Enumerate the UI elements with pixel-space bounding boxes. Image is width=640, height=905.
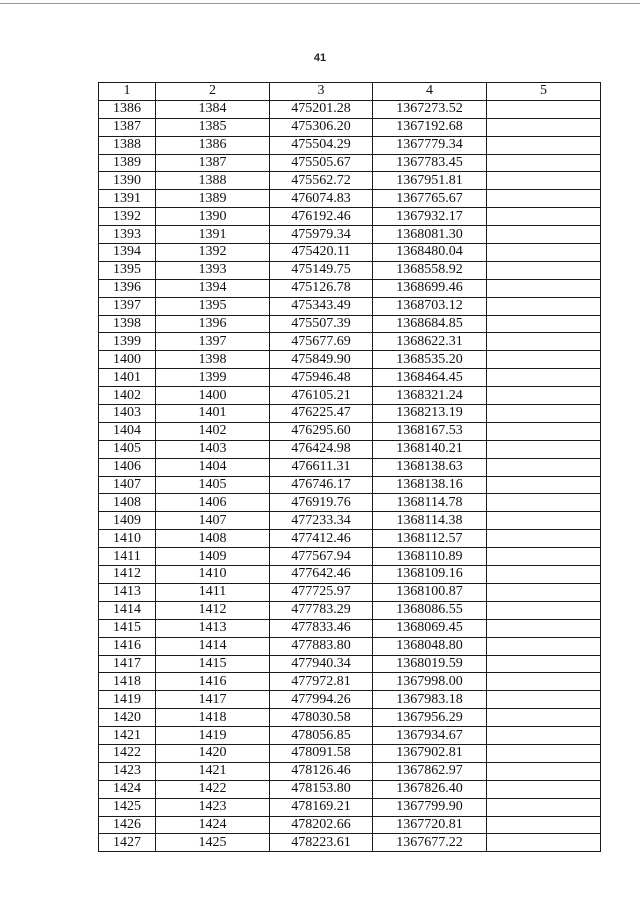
table-row [99, 583, 601, 601]
table-row [99, 244, 601, 262]
table-row [99, 458, 601, 476]
cell-note [487, 118, 601, 136]
table-row [99, 261, 601, 279]
cell-point-number: 1406 [99, 458, 156, 476]
cell-x-coordinate: 476611.31 [270, 458, 373, 476]
table-row [99, 727, 601, 745]
cell-x-coordinate: 478169.21 [270, 798, 373, 816]
cell-note [487, 405, 601, 423]
cell-prev-number: 1397 [156, 333, 270, 351]
cell-y-coordinate: 1368167.53 [373, 422, 487, 440]
cell-note [487, 583, 601, 601]
cell-point-number: 1422 [99, 744, 156, 762]
cell-y-coordinate: 1367826.40 [373, 780, 487, 798]
cell-point-number: 1423 [99, 762, 156, 780]
cell-y-coordinate: 1368086.55 [373, 601, 487, 619]
cell-x-coordinate: 476746.17 [270, 476, 373, 494]
cell-prev-number: 1390 [156, 208, 270, 226]
table-row [99, 387, 601, 405]
cell-x-coordinate: 478153.80 [270, 780, 373, 798]
cell-y-coordinate: 1368138.16 [373, 476, 487, 494]
cell-y-coordinate: 1367934.67 [373, 727, 487, 745]
cell-prev-number: 1399 [156, 369, 270, 387]
cell-y-coordinate: 1367956.29 [373, 709, 487, 727]
cell-point-number: 1388 [99, 136, 156, 154]
table-row [99, 530, 601, 548]
table-row [99, 762, 601, 780]
cell-prev-number: 1410 [156, 566, 270, 584]
table-row [99, 709, 601, 727]
cell-prev-number: 1413 [156, 619, 270, 637]
table-row [99, 422, 601, 440]
cell-prev-number: 1386 [156, 136, 270, 154]
cell-prev-number: 1415 [156, 655, 270, 673]
cell-x-coordinate: 477725.97 [270, 583, 373, 601]
cell-y-coordinate: 1367677.22 [373, 834, 487, 852]
table-row [99, 601, 601, 619]
table-row [99, 834, 601, 852]
cell-y-coordinate: 1368684.85 [373, 315, 487, 333]
cell-point-number: 1419 [99, 691, 156, 709]
cell-point-number: 1389 [99, 154, 156, 172]
cell-prev-number: 1385 [156, 118, 270, 136]
cell-x-coordinate: 475505.67 [270, 154, 373, 172]
cell-y-coordinate: 1367765.67 [373, 190, 487, 208]
cell-point-number: 1425 [99, 798, 156, 816]
cell-note [487, 458, 601, 476]
cell-x-coordinate: 477233.34 [270, 512, 373, 530]
cell-x-coordinate: 478126.46 [270, 762, 373, 780]
cell-note [487, 333, 601, 351]
table-row [99, 297, 601, 315]
cell-note [487, 297, 601, 315]
cell-y-coordinate: 1368069.45 [373, 619, 487, 637]
table-row [99, 512, 601, 530]
cell-note [487, 476, 601, 494]
cell-note [487, 655, 601, 673]
cell-y-coordinate: 1368140.21 [373, 440, 487, 458]
cell-prev-number: 1400 [156, 387, 270, 405]
cell-point-number: 1408 [99, 494, 156, 512]
cell-point-number: 1426 [99, 816, 156, 834]
cell-y-coordinate: 1367783.45 [373, 154, 487, 172]
cell-y-coordinate: 1367192.68 [373, 118, 487, 136]
cell-point-number: 1418 [99, 673, 156, 691]
cell-note [487, 816, 601, 834]
cell-prev-number: 1401 [156, 405, 270, 423]
cell-x-coordinate: 477883.80 [270, 637, 373, 655]
cell-note [487, 244, 601, 262]
cell-note [487, 727, 601, 745]
cell-note [487, 369, 601, 387]
cell-point-number: 1386 [99, 100, 156, 118]
cell-point-number: 1394 [99, 244, 156, 262]
cell-x-coordinate: 476074.83 [270, 190, 373, 208]
cell-note [487, 762, 601, 780]
cell-x-coordinate: 475504.29 [270, 136, 373, 154]
column-header-2: 2 [156, 83, 270, 101]
table-row [99, 440, 601, 458]
table-row [99, 333, 601, 351]
cell-y-coordinate: 1367720.81 [373, 816, 487, 834]
cell-x-coordinate: 477940.34 [270, 655, 373, 673]
header-row [99, 83, 601, 101]
cell-x-coordinate: 475306.20 [270, 118, 373, 136]
table-row [99, 566, 601, 584]
top-rule [0, 3, 640, 4]
cell-y-coordinate: 1367779.34 [373, 136, 487, 154]
cell-point-number: 1398 [99, 315, 156, 333]
table-row [99, 136, 601, 154]
cell-note [487, 691, 601, 709]
cell-point-number: 1400 [99, 351, 156, 369]
cell-y-coordinate: 1368703.12 [373, 297, 487, 315]
cell-point-number: 1399 [99, 333, 156, 351]
table-row [99, 118, 601, 136]
cell-prev-number: 1405 [156, 476, 270, 494]
table-row [99, 673, 601, 691]
table-row [99, 494, 601, 512]
cell-x-coordinate: 477972.81 [270, 673, 373, 691]
cell-prev-number: 1421 [156, 762, 270, 780]
cell-point-number: 1401 [99, 369, 156, 387]
cell-point-number: 1424 [99, 780, 156, 798]
cell-prev-number: 1418 [156, 709, 270, 727]
cell-point-number: 1396 [99, 279, 156, 297]
cell-y-coordinate: 1368048.80 [373, 637, 487, 655]
cell-point-number: 1402 [99, 387, 156, 405]
table-body [99, 100, 601, 851]
cell-x-coordinate: 475979.34 [270, 226, 373, 244]
cell-point-number: 1420 [99, 709, 156, 727]
cell-y-coordinate: 1368114.78 [373, 494, 487, 512]
cell-note [487, 387, 601, 405]
cell-point-number: 1413 [99, 583, 156, 601]
cell-prev-number: 1398 [156, 351, 270, 369]
cell-prev-number: 1392 [156, 244, 270, 262]
cell-note [487, 512, 601, 530]
cell-x-coordinate: 477833.46 [270, 619, 373, 637]
cell-point-number: 1417 [99, 655, 156, 673]
cell-note [487, 226, 601, 244]
cell-prev-number: 1420 [156, 744, 270, 762]
cell-y-coordinate: 1367862.97 [373, 762, 487, 780]
cell-note [487, 351, 601, 369]
cell-x-coordinate: 476192.46 [270, 208, 373, 226]
cell-y-coordinate: 1367998.00 [373, 673, 487, 691]
cell-x-coordinate: 476919.76 [270, 494, 373, 512]
table-row [99, 798, 601, 816]
table-header [99, 83, 601, 101]
table-row [99, 172, 601, 190]
cell-point-number: 1415 [99, 619, 156, 637]
cell-point-number: 1393 [99, 226, 156, 244]
cell-point-number: 1414 [99, 601, 156, 619]
cell-y-coordinate: 1368464.45 [373, 369, 487, 387]
column-header-3: 3 [270, 83, 373, 101]
cell-prev-number: 1384 [156, 100, 270, 118]
column-header-5: 5 [487, 83, 601, 101]
cell-y-coordinate: 1368558.92 [373, 261, 487, 279]
cell-y-coordinate: 1368480.04 [373, 244, 487, 262]
cell-x-coordinate: 478223.61 [270, 834, 373, 852]
cell-x-coordinate: 477412.46 [270, 530, 373, 548]
cell-prev-number: 1416 [156, 673, 270, 691]
cell-prev-number: 1393 [156, 261, 270, 279]
cell-y-coordinate: 1368114.38 [373, 512, 487, 530]
cell-x-coordinate: 477642.46 [270, 566, 373, 584]
cell-note [487, 208, 601, 226]
cell-prev-number: 1391 [156, 226, 270, 244]
cell-prev-number: 1404 [156, 458, 270, 476]
cell-point-number: 1421 [99, 727, 156, 745]
page-number: 41 [313, 52, 327, 64]
cell-y-coordinate: 1368699.46 [373, 279, 487, 297]
cell-note [487, 440, 601, 458]
cell-x-coordinate: 475946.48 [270, 369, 373, 387]
table-row [99, 780, 601, 798]
cell-note [487, 494, 601, 512]
cell-note [487, 548, 601, 566]
cell-point-number: 1403 [99, 405, 156, 423]
cell-prev-number: 1389 [156, 190, 270, 208]
cell-prev-number: 1411 [156, 583, 270, 601]
table-row [99, 100, 601, 118]
cell-prev-number: 1409 [156, 548, 270, 566]
cell-prev-number: 1419 [156, 727, 270, 745]
table-row [99, 154, 601, 172]
cell-x-coordinate: 477994.26 [270, 691, 373, 709]
cell-note [487, 154, 601, 172]
table-row [99, 655, 601, 673]
cell-note [487, 566, 601, 584]
cell-note [487, 530, 601, 548]
cell-x-coordinate: 478091.58 [270, 744, 373, 762]
cell-y-coordinate: 1368138.63 [373, 458, 487, 476]
column-header-1: 1 [99, 83, 156, 101]
cell-prev-number: 1412 [156, 601, 270, 619]
cell-x-coordinate: 477567.94 [270, 548, 373, 566]
cell-x-coordinate: 476424.98 [270, 440, 373, 458]
cell-x-coordinate: 475343.49 [270, 297, 373, 315]
cell-y-coordinate: 1368110.89 [373, 548, 487, 566]
cell-note [487, 279, 601, 297]
cell-note [487, 190, 601, 208]
cell-note [487, 422, 601, 440]
cell-note [487, 261, 601, 279]
cell-y-coordinate: 1367983.18 [373, 691, 487, 709]
cell-note [487, 673, 601, 691]
cell-note [487, 798, 601, 816]
cell-prev-number: 1417 [156, 691, 270, 709]
table-row [99, 315, 601, 333]
cell-x-coordinate: 476105.21 [270, 387, 373, 405]
cell-prev-number: 1407 [156, 512, 270, 530]
table-row [99, 208, 601, 226]
cell-point-number: 1427 [99, 834, 156, 852]
cell-note [487, 100, 601, 118]
cell-x-coordinate: 475126.78 [270, 279, 373, 297]
cell-y-coordinate: 1368019.59 [373, 655, 487, 673]
cell-x-coordinate: 476295.60 [270, 422, 373, 440]
cell-note [487, 637, 601, 655]
table-row [99, 405, 601, 423]
cell-prev-number: 1403 [156, 440, 270, 458]
cell-x-coordinate: 475507.39 [270, 315, 373, 333]
cell-x-coordinate: 478030.58 [270, 709, 373, 727]
cell-y-coordinate: 1367932.17 [373, 208, 487, 226]
coordinates-table [98, 82, 601, 852]
cell-y-coordinate: 1368081.30 [373, 226, 487, 244]
table-row [99, 226, 601, 244]
cell-y-coordinate: 1367273.52 [373, 100, 487, 118]
cell-x-coordinate: 475420.11 [270, 244, 373, 262]
cell-note [487, 136, 601, 154]
cell-prev-number: 1402 [156, 422, 270, 440]
cell-point-number: 1405 [99, 440, 156, 458]
cell-point-number: 1397 [99, 297, 156, 315]
cell-x-coordinate: 478202.66 [270, 816, 373, 834]
cell-point-number: 1392 [99, 208, 156, 226]
table-row [99, 619, 601, 637]
cell-point-number: 1410 [99, 530, 156, 548]
cell-x-coordinate: 475849.90 [270, 351, 373, 369]
cell-x-coordinate: 475677.69 [270, 333, 373, 351]
table-row [99, 816, 601, 834]
cell-x-coordinate: 475149.75 [270, 261, 373, 279]
cell-note [487, 172, 601, 190]
cell-y-coordinate: 1367902.81 [373, 744, 487, 762]
cell-prev-number: 1395 [156, 297, 270, 315]
cell-prev-number: 1388 [156, 172, 270, 190]
table-row [99, 744, 601, 762]
cell-point-number: 1407 [99, 476, 156, 494]
cell-point-number: 1404 [99, 422, 156, 440]
cell-point-number: 1411 [99, 548, 156, 566]
table-row [99, 548, 601, 566]
cell-note [487, 834, 601, 852]
cell-note [487, 780, 601, 798]
table-row [99, 279, 601, 297]
cell-point-number: 1412 [99, 566, 156, 584]
cell-y-coordinate: 1368535.20 [373, 351, 487, 369]
cell-note [487, 315, 601, 333]
cell-y-coordinate: 1368622.31 [373, 333, 487, 351]
table-row [99, 190, 601, 208]
cell-prev-number: 1414 [156, 637, 270, 655]
cell-point-number: 1416 [99, 637, 156, 655]
cell-x-coordinate: 476225.47 [270, 405, 373, 423]
cell-prev-number: 1394 [156, 279, 270, 297]
cell-prev-number: 1423 [156, 798, 270, 816]
table-row [99, 369, 601, 387]
table-row [99, 691, 601, 709]
cell-y-coordinate: 1367799.90 [373, 798, 487, 816]
cell-note [487, 619, 601, 637]
cell-point-number: 1390 [99, 172, 156, 190]
cell-x-coordinate: 477783.29 [270, 601, 373, 619]
table-row [99, 637, 601, 655]
table-row [99, 476, 601, 494]
cell-prev-number: 1424 [156, 816, 270, 834]
cell-prev-number: 1406 [156, 494, 270, 512]
cell-y-coordinate: 1368321.24 [373, 387, 487, 405]
cell-point-number: 1387 [99, 118, 156, 136]
cell-point-number: 1409 [99, 512, 156, 530]
cell-x-coordinate: 475562.72 [270, 172, 373, 190]
cell-y-coordinate: 1368109.16 [373, 566, 487, 584]
cell-x-coordinate: 475201.28 [270, 100, 373, 118]
cell-y-coordinate: 1368112.57 [373, 530, 487, 548]
cell-prev-number: 1425 [156, 834, 270, 852]
table-row [99, 351, 601, 369]
cell-note [487, 709, 601, 727]
cell-note [487, 744, 601, 762]
cell-x-coordinate: 478056.85 [270, 727, 373, 745]
cell-prev-number: 1396 [156, 315, 270, 333]
cell-prev-number: 1422 [156, 780, 270, 798]
cell-point-number: 1395 [99, 261, 156, 279]
cell-prev-number: 1387 [156, 154, 270, 172]
cell-point-number: 1391 [99, 190, 156, 208]
cell-prev-number: 1408 [156, 530, 270, 548]
cell-y-coordinate: 1367951.81 [373, 172, 487, 190]
cell-y-coordinate: 1368213.19 [373, 405, 487, 423]
column-header-4: 4 [373, 83, 487, 101]
cell-note [487, 601, 601, 619]
cell-y-coordinate: 1368100.87 [373, 583, 487, 601]
